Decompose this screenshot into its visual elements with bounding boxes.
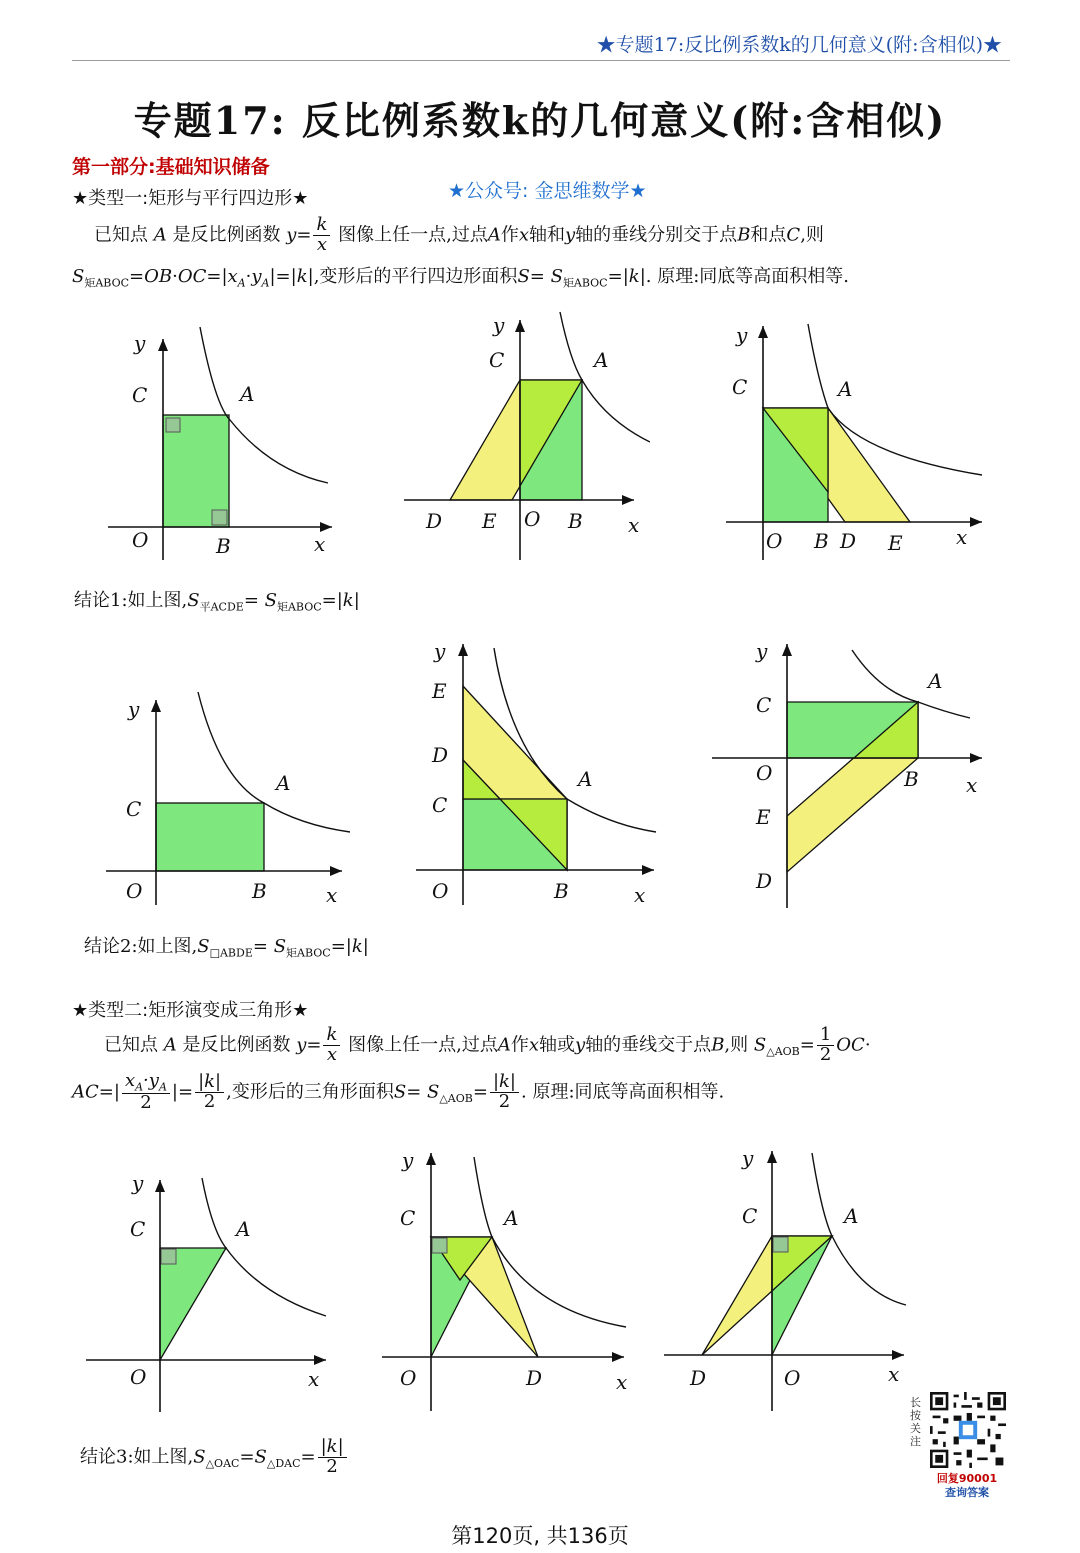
svg-text:D: D [526, 1366, 543, 1390]
svg-text:A: A [594, 348, 609, 372]
wechat-account: ★公众号: 金思维数学★ [448, 180, 647, 202]
svg-text:C: C [132, 383, 148, 407]
svg-text:x: x [326, 883, 338, 907]
svg-text:O: O [524, 507, 541, 531]
header-divider [72, 60, 1010, 61]
svg-text:A: A [928, 669, 943, 693]
running-header: ★专题17:反比例系数k的几何意义(附:含相似)★ [596, 34, 1002, 56]
svg-text:O: O [766, 529, 783, 553]
triangle-AOC [160, 1248, 226, 1360]
svg-text:y: y [434, 640, 446, 663]
figure-2-2 [410, 640, 665, 910]
qr-reply-code: 回复90001 [936, 1472, 998, 1485]
type2-heading: ★类型二:矩形演变成三角形★ [72, 1000, 309, 1021]
svg-text:x: x [888, 1362, 900, 1386]
svg-text:C: C [130, 1217, 146, 1241]
svg-text:D: D [432, 743, 449, 767]
svg-text:y: y [402, 1148, 414, 1172]
type1-paragraph-line1: 已知点 A 是反比例函数 y= $\frac{k}{x}$ 图像上任一点,过点A作x轴和y轴的垂线分别交于点B和点C,则 [94, 214, 824, 255]
right-angle-mark [166, 418, 180, 432]
svg-text:C: C [432, 793, 448, 817]
svg-text:O: O [400, 1366, 417, 1390]
svg-text:B: B [568, 509, 583, 533]
svg-text:C: C [742, 1204, 758, 1228]
svg-text:O: O [756, 761, 773, 785]
svg-text:C: C [489, 348, 505, 372]
svg-text:E: E [482, 509, 497, 533]
svg-text:E: E [432, 679, 447, 703]
type2-paragraph-line2: AC=| $\frac{x_A\cdot y_A}{2}$ |= $\frac{|k|}{2}$ ,变形后的三角形面积$S= S_{\triangle AOB}=$ $\frac{|k|}{2}$ . 原理:同底等高面积相等. [72, 1070, 725, 1114]
type2-paragraph-line1: 已知点 A 是反比例函数 y= $\frac{k}{x}$ 图像上任一点,过点A作x轴或y轴的垂线交于点B,则 $S_{\triangle AOB}=$ $\frac{1}{2}$ OC· [104, 1024, 871, 1065]
svg-text:B: B [814, 529, 829, 553]
svg-text:y: y [132, 1171, 144, 1195]
right-angle-mark [773, 1237, 788, 1252]
svg-text:y: y [134, 331, 146, 355]
svg-text:A: A [844, 1204, 859, 1228]
section-heading: 第一部分:基础知识储备 [72, 156, 270, 178]
svg-text:C: C [732, 375, 748, 399]
svg-text:O: O [130, 1365, 147, 1389]
svg-text:A: A [838, 377, 853, 401]
svg-text:y: y [128, 697, 140, 721]
page-number: 第120页, 共136页 [451, 1524, 629, 1548]
svg-text:x: x [314, 532, 326, 556]
svg-text:x: x [956, 525, 968, 549]
qr-query-answer: 查询答案 [945, 1486, 989, 1499]
svg-text:A: A [240, 382, 255, 406]
svg-text:D: D [840, 529, 857, 553]
page-title: 专题17: 反比例系数k的几何意义(附:含相似) [133, 98, 947, 143]
svg-text:x: x [308, 1367, 320, 1391]
figure-1-1 [100, 325, 340, 565]
svg-text:E: E [756, 805, 771, 829]
svg-text:B: B [904, 767, 919, 791]
svg-text:D: D [690, 1366, 707, 1390]
figure-3-1 [80, 1170, 335, 1415]
qr-code-icon[interactable] [930, 1392, 1006, 1468]
type1-heading: ★类型一:矩形与平行四边形★ [72, 188, 309, 209]
figure-1-3 [720, 320, 985, 565]
svg-text:A: A [504, 1206, 519, 1230]
figure-3-2 [380, 1145, 630, 1415]
conclusion-1: 结论1:如上图$,S_{平ACDE}= S_{矩ABOC}=|k|$ [74, 590, 360, 614]
svg-text:D: D [756, 869, 773, 893]
svg-text:O: O [784, 1366, 801, 1390]
svg-text:A: A [276, 771, 291, 795]
svg-text:y: y [742, 1146, 754, 1170]
hyperbola-curve [812, 1153, 906, 1305]
svg-text:O: O [132, 528, 149, 552]
right-angle-mark [432, 1238, 447, 1253]
svg-text:y: y [736, 323, 748, 347]
figure-3-3 [660, 1145, 910, 1415]
svg-text:O: O [126, 879, 143, 903]
type1-paragraph-line2: $S_{矩ABOC}=OB\cdot OC=|x_A\cdot y_A|=|k|$,变形后的平行四边形面积$S= S_{矩ABOC}=|k|$. 原理:同底等高面积相等. [72, 266, 849, 290]
qr-block [910, 1390, 1010, 1502]
svg-text:O: O [432, 879, 449, 903]
svg-text:A: A [578, 767, 593, 791]
svg-text:E: E [888, 531, 903, 555]
svg-text:C: C [126, 797, 142, 821]
svg-text:C: C [756, 693, 772, 717]
svg-text:x: x [628, 513, 640, 537]
svg-text:B: B [216, 534, 231, 558]
figure-2-1 [100, 690, 355, 910]
figure-1-2 [400, 310, 650, 565]
svg-text:x: x [616, 1370, 628, 1394]
rectangle-ABOC [156, 803, 264, 871]
conclusion-2: 结论2:如上图$,S_{□ABDE}= S_{矩ABOC}=|k|$ [84, 936, 369, 960]
hyperbola-curve [202, 1178, 326, 1316]
svg-text:y: y [756, 640, 768, 663]
svg-text:B: B [554, 879, 569, 903]
svg-text:x: x [966, 773, 978, 797]
svg-text:C: C [400, 1206, 416, 1230]
qr-side-text: 长按关注 [910, 1396, 921, 1448]
svg-text:D: D [426, 509, 443, 533]
conclusion-3: 结论3:如上图$,S_{\triangle OAC}=S_{\triangle DAC}=$ $\frac{|k|}{2}$ [80, 1438, 349, 1477]
svg-text:x: x [634, 883, 646, 907]
right-angle-mark [212, 510, 227, 525]
figure-2-3 [710, 640, 985, 912]
svg-text:A: A [236, 1217, 251, 1241]
svg-text:B: B [252, 879, 267, 903]
right-angle-mark [161, 1249, 176, 1264]
svg-text:y: y [493, 313, 505, 337]
